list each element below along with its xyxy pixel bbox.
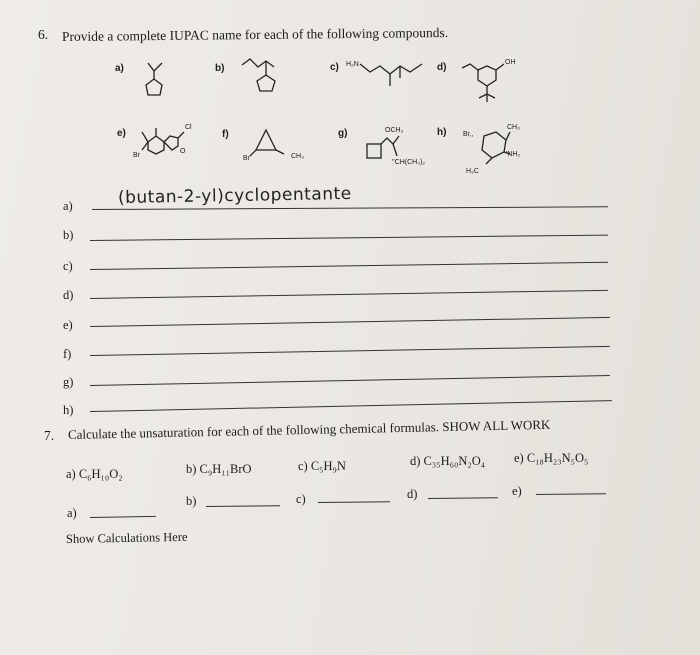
atom-h2n: H₂N bbox=[346, 61, 359, 68]
show-calculations-label: Show Calculations Here bbox=[65, 529, 188, 546]
blank-label-a: a) bbox=[67, 506, 77, 520]
answer-label-d: d) bbox=[63, 288, 74, 302]
answer-line-g[interactable] bbox=[90, 375, 610, 386]
atom-h3c: H₃C bbox=[466, 168, 479, 175]
structure-f-label: f) bbox=[222, 129, 229, 140]
structure-c bbox=[360, 58, 430, 98]
formula-e: e) C₁₈H₂₃N₅O₅ bbox=[514, 451, 589, 465]
atom-chch3: ''CH(CH₃)₂ bbox=[392, 159, 426, 166]
formula-d: d) C₃₅H₆₀N₂O₄ bbox=[410, 454, 486, 468]
answer-line-h[interactable] bbox=[90, 400, 612, 412]
answer-label-b: b) bbox=[63, 228, 74, 242]
atom-ch3-h: CH₃ bbox=[507, 124, 520, 131]
structure-d bbox=[462, 60, 522, 110]
question-7-prompt: Calculate the unsaturation for each of the following chemical formulas. SHOW ALL WORK bbox=[67, 416, 551, 442]
atom-ch3-f: CH₃ bbox=[291, 153, 304, 160]
answer-label-g: g) bbox=[63, 375, 74, 389]
atom-nh2: 'NH₂ bbox=[506, 151, 521, 158]
answer-line-f[interactable] bbox=[90, 346, 610, 356]
structure-c-label: c) bbox=[330, 62, 339, 73]
atom-oh: OH bbox=[505, 59, 516, 66]
structure-a-label: a) bbox=[115, 63, 124, 74]
question-7-number: 7. bbox=[44, 428, 55, 443]
blank-label-e: e) bbox=[512, 484, 522, 498]
answer-label-h: h) bbox=[63, 403, 74, 417]
answer-line-d[interactable] bbox=[90, 290, 608, 299]
atom-br-f: Br bbox=[243, 155, 250, 162]
blank-line-b[interactable] bbox=[206, 505, 280, 507]
structure-h bbox=[476, 130, 512, 166]
atom-o-e: O bbox=[180, 148, 186, 155]
blank-line-a[interactable] bbox=[90, 516, 156, 518]
atom-br-e: Br bbox=[133, 152, 140, 159]
blank-line-e[interactable] bbox=[536, 493, 606, 495]
answer-line-b[interactable] bbox=[90, 235, 608, 241]
answer-label-e: e) bbox=[63, 318, 73, 332]
handwritten-answer-a: (butan-2-yl)cyclopentante bbox=[117, 183, 352, 209]
structure-g-label: g) bbox=[338, 128, 348, 139]
atom-br-h: Br,, bbox=[463, 131, 474, 138]
atom-och3: OCH₃ bbox=[385, 127, 404, 134]
structure-e bbox=[138, 122, 188, 154]
answer-label-a: a) bbox=[63, 199, 73, 213]
formula-b: b) C₉H₁₁BrO bbox=[186, 462, 252, 476]
blank-label-b: b) bbox=[186, 494, 197, 508]
blank-label-d: d) bbox=[407, 487, 418, 501]
question-6-number: 6. bbox=[38, 27, 49, 42]
answer-line-c[interactable] bbox=[90, 262, 608, 270]
structure-a bbox=[140, 55, 180, 105]
structure-f bbox=[250, 128, 290, 158]
answer-label-c: c) bbox=[63, 259, 73, 273]
blank-line-d[interactable] bbox=[428, 497, 498, 499]
blank-label-c: c) bbox=[296, 492, 306, 506]
structure-b-label: b) bbox=[215, 63, 225, 74]
answer-line-e[interactable] bbox=[90, 317, 610, 327]
blank-line-c[interactable] bbox=[318, 501, 390, 503]
structure-e-label: e) bbox=[117, 128, 126, 139]
structure-d-label: d) bbox=[437, 62, 447, 73]
formula-c: c) C₅H₉N bbox=[298, 459, 346, 473]
answer-label-f: f) bbox=[63, 347, 72, 361]
atom-cl: Cl bbox=[185, 124, 192, 131]
structure-h-label: h) bbox=[437, 127, 447, 138]
structure-b bbox=[240, 55, 300, 105]
formula-a: a) C₆H₁₀O₂ bbox=[66, 467, 123, 481]
question-6-prompt: Provide a complete IUPAC name for each of the following compounds. bbox=[61, 24, 449, 45]
